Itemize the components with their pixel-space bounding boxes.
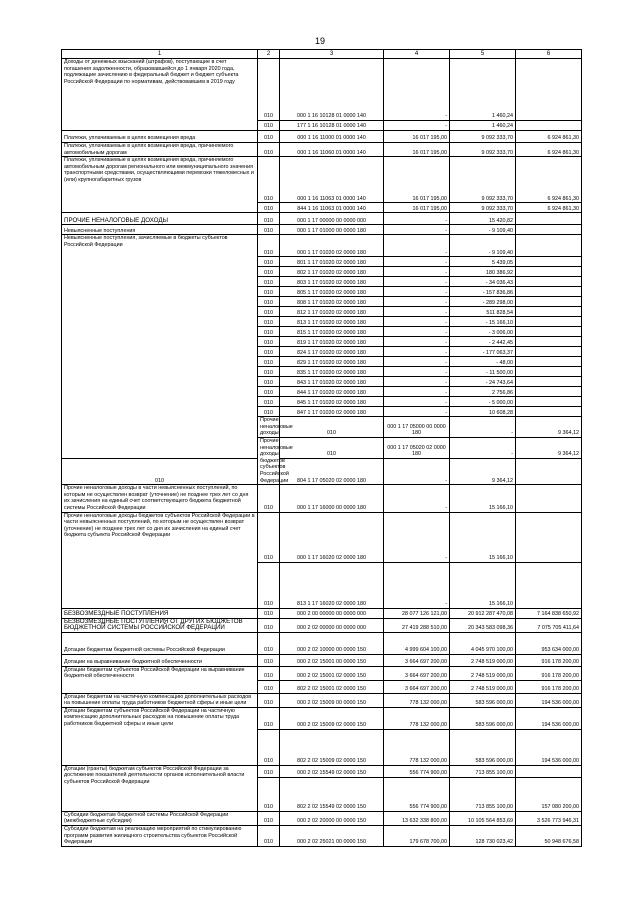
revenue-code: 000 2 02 00000 00 0000 000 [280, 618, 384, 632]
revenue-code: 844 1 17 01020 02 0000 180 [280, 387, 384, 397]
executed-amount: - 157 836,86 [450, 287, 516, 297]
revenue-code: 000 1 16 11000 01 0000 140 [280, 131, 384, 143]
executed-amount: - 177 063,37 [450, 347, 516, 357]
revenue-code: 000 2 02 10000 00 0000 150 [280, 632, 384, 654]
executed-amount: 2 748 519 000,00 [450, 666, 516, 680]
table-row [62, 608, 582, 618]
line-code: 010 [258, 407, 280, 417]
unexecuted-amount [516, 235, 582, 257]
approved-amount: - [384, 235, 450, 257]
unexecuted-amount: 7 164 838 650,92 [516, 608, 582, 618]
line-code: 010 [258, 512, 280, 562]
unexecuted-amount [516, 267, 582, 277]
approved-amount: - [384, 512, 450, 562]
revenue-code: 835 1 17 01020 02 0000 180 [280, 367, 384, 377]
executed-amount: 15 166,10 [450, 512, 516, 562]
revenue-code: 000 2 02 25021 00 0000 150 [280, 826, 384, 847]
row-label: Прочие неналоговые доходы бюджетов субъектов Российской Федерации [258, 437, 280, 484]
unexecuted-amount [516, 277, 582, 287]
revenue-code: 812 1 17 01020 02 0000 180 [280, 307, 384, 317]
unexecuted-amount [516, 225, 582, 235]
line-code: 010 [258, 213, 280, 225]
unexecuted-amount: 194 536 000,00 [516, 707, 582, 729]
executed-amount: 15 166,10 [450, 485, 516, 512]
executed-amount: 9 364,12 [450, 458, 516, 484]
line-code: 010 [258, 654, 280, 666]
column-header: 1 [62, 50, 258, 59]
revenue-code: 802 1 17 01020 02 0000 180 [280, 267, 384, 277]
executed-amount: 9 092 333,70 [450, 203, 516, 213]
unexecuted-amount [516, 458, 582, 484]
revenue-code: 802 2 02 15549 02 0000 150 [280, 777, 384, 811]
unexecuted-amount [516, 387, 582, 397]
table-row [62, 59, 582, 121]
executed-amount: 9 092 333,70 [450, 157, 516, 203]
executed-amount: - 2 442,45 [450, 337, 516, 347]
unexecuted-amount: 7 075 705 411,64 [516, 618, 582, 632]
executed-amount: 1 460,24 [450, 121, 516, 131]
executed-amount: 9 092 333,70 [450, 131, 516, 143]
approved-amount: - [384, 397, 450, 407]
unexecuted-amount [516, 407, 582, 417]
table-row [62, 654, 582, 666]
executed-amount: 583 596 000,00 [450, 693, 516, 707]
line-code: 010 [258, 777, 280, 811]
line-code: 010 [258, 367, 280, 377]
revenue-code: 177 1 16 10128 01 0000 140 [280, 121, 384, 131]
revenue-code: 844 1 16 11063 01 0000 140 [280, 203, 384, 213]
revenue-code: 805 1 17 01020 02 0000 180 [280, 287, 384, 297]
unexecuted-amount [516, 287, 582, 297]
executed-amount: 9 092 333,70 [450, 143, 516, 157]
approved-amount: - [384, 337, 450, 347]
unexecuted-amount [516, 337, 582, 347]
revenue-code: 000 2 00 00000 00 0000 000 [280, 608, 384, 618]
approved-amount: - [384, 267, 450, 277]
row-label: БЕЗВОЗМЕЗДНЫЕ ПОСТУПЛЕНИЯ ОТ ДРУГИХ БЮДЖЕТОВ БЮДЖЕТНОЙ СИСТЕМЫ РОССИЙСКОЙ ФЕДЕРАЦИИ [62, 618, 258, 632]
approved-amount: - [384, 317, 450, 327]
approved-amount: - [384, 458, 450, 484]
executed-amount: 10 105 564 853,69 [450, 811, 516, 825]
executed-amount: 2 748 519 000,00 [450, 680, 516, 693]
unexecuted-amount [516, 307, 582, 317]
unexecuted-amount: 916 178 200,00 [516, 654, 582, 666]
revenue-code: 802 2 02 15009 02 0000 150 [280, 729, 384, 765]
unexecuted-amount: 916 178 200,00 [516, 680, 582, 693]
approved-amount: - [384, 407, 450, 417]
approved-amount: 3 664 697 200,00 [384, 680, 450, 693]
line-code: 010 [258, 143, 280, 157]
row-label: Дотации бюджетам субъектов Российской Федерации на частичную компенсацию дополнительных расходов на повышение оплаты труда работников бюджетной сферы и иные цели [62, 707, 258, 765]
executed-amount: - 15 166,10 [450, 317, 516, 327]
unexecuted-amount [516, 357, 582, 367]
line-code: 010 [258, 157, 280, 203]
approved-amount: - [384, 347, 450, 357]
revenue-code: 000 1 17 01020 02 0000 180 [280, 235, 384, 257]
line-code: 010 [258, 618, 280, 632]
executed-amount: 1 460,24 [450, 59, 516, 121]
executed-amount: 583 596 000,00 [450, 707, 516, 729]
executed-amount: 15 420,82 [450, 213, 516, 225]
approved-amount: - [384, 387, 450, 397]
revenue-code: 000 2 02 15009 02 0000 150 [280, 707, 384, 729]
line-code: 010 [258, 307, 280, 317]
revenue-code: 000 2 02 15549 02 0000 150 [280, 765, 384, 777]
line-code: 010 [258, 632, 280, 654]
table-row [62, 693, 582, 707]
row-label: Субсидии бюджетам на реализацию мероприятий по стимулированию программ развития жилищного строительства субъектов Российской Федерации [62, 826, 258, 847]
executed-amount: 511 828,54 [450, 307, 516, 317]
row-label: Платежи, уплачиваемые в целях возмещения вреда, причиняемого автомобильным дорогам [62, 143, 258, 157]
executed-amount: - 11 500,00 [450, 367, 516, 377]
approved-amount: 16 017 195,00 [384, 131, 450, 143]
row-label: Дотации на выравнивание бюджетной обеспеченности [62, 654, 258, 666]
approved-amount: 556 774 900,00 [384, 777, 450, 811]
unexecuted-amount [516, 765, 582, 777]
approved-amount: - [384, 297, 450, 307]
approved-amount: - [384, 277, 450, 287]
revenue-code: 819 1 17 01020 02 0000 180 [280, 337, 384, 347]
revenue-code: 000 1 17 05020 02 0000 180 [384, 437, 450, 458]
revenue-code: 000 1 17 05000 00 0000 180 [384, 417, 450, 438]
revenue-code: 829 1 17 01020 02 0000 180 [280, 357, 384, 367]
executed-amount: - 289 298,00 [450, 297, 516, 307]
executed-amount: - 9 109,40 [450, 235, 516, 257]
approved-amount: - [384, 287, 450, 297]
approved-amount: - [384, 377, 450, 387]
unexecuted-amount [516, 485, 582, 512]
line-code: 010 [258, 387, 280, 397]
line-code: 010 [258, 693, 280, 707]
line-code: 010 [258, 608, 280, 618]
executed-amount: 2 756,86 [450, 387, 516, 397]
executed-amount: 2 748 519 000,00 [450, 654, 516, 666]
line-code: 010 [62, 458, 258, 484]
unexecuted-amount [516, 377, 582, 387]
approved-amount: 3 664 697 200,00 [384, 666, 450, 680]
approved-amount: - [450, 417, 516, 438]
revenue-code: 847 1 17 01020 02 0000 180 [280, 407, 384, 417]
unexecuted-amount: 3 526 773 946,31 [516, 811, 582, 825]
approved-amount: 4 999 604 100,00 [384, 632, 450, 654]
executed-amount: 10 608,28 [450, 407, 516, 417]
executed-amount: 128 730 023,42 [450, 826, 516, 847]
revenue-code: 843 1 17 01020 02 0000 180 [280, 377, 384, 387]
table-row [62, 811, 582, 825]
line-code: 010 [258, 267, 280, 277]
line-code: 010 [258, 59, 280, 121]
row-label: Доходы от денежных взысканий (штрафов), поступающие в счет погашения задолженности, образовавшейся до 1 января 2020 года, подлежащие зачислению в федеральный бюджет и бюджет субъекта Российской Федерации по нормативам, действовавшим в 2019 году [62, 59, 258, 131]
approved-amount: - [384, 59, 450, 121]
executed-amount: 20 343 583 098,36 [450, 618, 516, 632]
revenue-code: 815 1 17 01020 02 0000 180 [280, 327, 384, 337]
row-label: Платежи, уплачиваемые в целях возмещения вреда [62, 131, 258, 143]
table-row [62, 235, 582, 257]
executed-amount: - 5 000,00 [450, 397, 516, 407]
unexecuted-amount: 6 924 861,30 [516, 131, 582, 143]
executed-amount: - 48,00 [450, 357, 516, 367]
executed-amount: 583 596 000,00 [450, 729, 516, 765]
approved-amount: - [450, 437, 516, 458]
executed-amount: 9 364,12 [516, 437, 582, 458]
row-label: Прочие неналоговые доходы [258, 417, 280, 438]
approved-amount: 556 774 900,00 [384, 765, 450, 777]
executed-amount: 9 364,12 [516, 417, 582, 438]
line-code: 010 [258, 347, 280, 357]
row-label: Платежи, уплачиваемые в целях возмещения вреда, причиняемого автомобильным дорогам регионального или межмуниципального значения транспортными средствами, осуществляющими перевозки тяжеловесных и (или) крупногабаритных грузов [62, 157, 258, 213]
approved-amount: - [384, 367, 450, 377]
row-label: Невыясненные поступления, зачисляемые в бюджеты субъектов Российской Федерации [62, 235, 258, 459]
approved-amount: - [384, 357, 450, 367]
revenue-code: 000 1 17 16020 02 0000 180 [280, 512, 384, 562]
line-code: 010 [258, 707, 280, 729]
table-row [62, 826, 582, 847]
table-body [62, 50, 582, 847]
revenue-code: 000 2 02 15001 02 0000 150 [280, 666, 384, 680]
line-code: 010 [258, 317, 280, 327]
table-header-row [62, 50, 582, 59]
unexecuted-amount [516, 512, 582, 562]
line-code: 010 [258, 562, 280, 608]
unexecuted-amount: 6 924 861,30 [516, 157, 582, 203]
row-label: Прочие неналоговые доходы в части невыясненных поступлений, по которым не осуществлен возврат (уточнение) не позднее трех лет со дня их зачисления на единый счет соответствующего бюджета бюджетной системы Российской Федерации [62, 485, 258, 512]
table-row [62, 213, 582, 225]
executed-amount: - 24 743,64 [450, 377, 516, 387]
line-code: 010 [258, 287, 280, 297]
page-number: 19 [314, 36, 325, 46]
revenue-code: 000 2 02 15009 00 0000 150 [280, 693, 384, 707]
approved-amount: 16 017 195,00 [384, 157, 450, 203]
executed-amount: 4 045 970 100,00 [450, 632, 516, 654]
table-row [62, 157, 582, 203]
approved-amount: 16 017 195,00 [384, 143, 450, 157]
approved-amount: - [384, 225, 450, 235]
revenue-code: 845 1 17 01020 02 0000 180 [280, 397, 384, 407]
line-code: 010 [258, 765, 280, 777]
unexecuted-amount: 194 536 000,00 [516, 729, 582, 765]
table-row [62, 618, 582, 632]
table-row [62, 632, 582, 654]
revenue-code: 804 1 17 05020 02 0000 180 [280, 458, 384, 484]
executed-amount: 15 166,10 [450, 562, 516, 608]
row-label: ПРОЧИЕ НЕНАЛОГОВЫЕ ДОХОДЫ [62, 213, 258, 225]
unexecuted-amount: 916 178 200,00 [516, 666, 582, 680]
line-code: 010 [258, 131, 280, 143]
unexecuted-amount [516, 59, 582, 121]
line-code: 010 [258, 327, 280, 337]
table-row [62, 143, 582, 157]
unexecuted-amount: 157 080 200,00 [516, 777, 582, 811]
executed-amount: - 34 036,43 [450, 277, 516, 287]
line-code: 010 [258, 357, 280, 367]
line-code: 010 [258, 257, 280, 267]
row-label: Субсидии бюджетам бюджетной системы Российской Федерации (межбюджетные субсидии) [62, 811, 258, 825]
unexecuted-amount [516, 213, 582, 225]
row-label: Дотации бюджетам на частичную компенсацию дополнительных расходов на повышение оплаты труда работников бюджетной сферы и иные цели [62, 693, 258, 707]
approved-amount: 778 132 000,00 [384, 729, 450, 765]
revenue-code: 808 1 17 01020 02 0000 180 [280, 297, 384, 307]
executed-amount: 5 439,05 [450, 257, 516, 267]
column-header: 3 [280, 50, 384, 59]
revenue-code: 000 2 02 15001 00 0000 150 [280, 654, 384, 666]
unexecuted-amount: 6 924 861,30 [516, 203, 582, 213]
unexecuted-amount: 194 536 000,00 [516, 693, 582, 707]
revenue-code: 000 1 16 10128 01 0000 140 [280, 59, 384, 121]
executed-amount: 20 912 287 470,08 [450, 608, 516, 618]
revenue-code: 000 1 16 11060 01 0000 140 [280, 143, 384, 157]
approved-amount: - [384, 121, 450, 131]
line-code: 010 [258, 235, 280, 257]
unexecuted-amount [516, 562, 582, 608]
unexecuted-amount: 953 634 000,00 [516, 632, 582, 654]
unexecuted-amount [516, 297, 582, 307]
column-header: 4 [384, 50, 450, 59]
line-code: 010 [258, 203, 280, 213]
column-header: 6 [516, 50, 582, 59]
revenue-code: 824 1 17 01020 02 0000 180 [280, 347, 384, 357]
revenue-code: 813 1 17 16020 02 0000 180 [280, 562, 384, 608]
line-code: 010 [258, 826, 280, 847]
line-code: 010 [258, 680, 280, 693]
row-label: Дотации бюджетам субъектов Российской Федерации на выравнивание бюджетной обеспеченности [62, 666, 258, 693]
line-code: 010 [258, 811, 280, 825]
line-code: 010 [258, 297, 280, 307]
unexecuted-amount [516, 347, 582, 357]
approved-amount: 778 132 000,00 [384, 707, 450, 729]
approved-amount: - [384, 562, 450, 608]
approved-amount: 16 017 195,00 [384, 203, 450, 213]
unexecuted-amount [516, 397, 582, 407]
unexecuted-amount [516, 367, 582, 377]
row-label: Дотации бюджетам бюджетной системы Российской Федерации [62, 632, 258, 654]
approved-amount: - [384, 327, 450, 337]
executed-amount: 180 386,92 [450, 267, 516, 277]
row-label: Дотации (гранты) бюджетам субъектов Российской Федерации за достижение показателей деятельности органов исполнительной власти субъектов Российской Федерации [62, 765, 258, 811]
line-code: 010 [258, 666, 280, 680]
line-code: 010 [258, 225, 280, 235]
line-code: 010 [258, 485, 280, 512]
table-row [62, 765, 582, 777]
unexecuted-amount [516, 327, 582, 337]
executed-amount: 713 855 100,00 [450, 765, 516, 777]
executed-amount: - 9 109,40 [450, 225, 516, 235]
unexecuted-amount: 50 948 676,58 [516, 826, 582, 847]
revenue-code: 000 1 16 11063 01 0000 140 [280, 157, 384, 203]
revenue-code: 813 1 17 01020 02 0000 180 [280, 317, 384, 327]
approved-amount: 179 678 700,00 [384, 826, 450, 847]
row-label: Невыясненные поступления [62, 225, 258, 235]
revenue-code: 000 2 02 20000 00 0000 150 [280, 811, 384, 825]
approved-amount: 28 077 126 121,00 [384, 608, 450, 618]
approved-amount: - [384, 307, 450, 317]
table-row [62, 225, 582, 235]
approved-amount: 13 632 338 800,00 [384, 811, 450, 825]
revenue-code: 000 1 17 16000 00 0000 180 [280, 485, 384, 512]
revenue-code: 000 1 17 01000 00 0000 180 [280, 225, 384, 235]
approved-amount: 3 664 697 200,00 [384, 654, 450, 666]
table-row [62, 512, 582, 562]
column-header: 5 [450, 50, 516, 59]
line-code: 010 [280, 437, 384, 458]
revenue-code: 801 1 17 01020 02 0000 180 [280, 257, 384, 267]
executed-amount: - 3 006,00 [450, 327, 516, 337]
revenue-table [61, 49, 582, 847]
unexecuted-amount: 6 924 861,30 [516, 143, 582, 157]
unexecuted-amount [516, 121, 582, 131]
table-row [62, 131, 582, 143]
unexecuted-amount [516, 257, 582, 267]
approved-amount: 778 132 000,00 [384, 693, 450, 707]
revenue-code: 000 1 17 00000 00 0000 000 [280, 213, 384, 225]
line-code: 010 [258, 277, 280, 287]
revenue-code: 803 1 17 01020 02 0000 180 [280, 277, 384, 287]
table-row [62, 666, 582, 680]
approved-amount: - [384, 213, 450, 225]
approved-amount: 27 419 288 510,00 [384, 618, 450, 632]
column-header: 2 [258, 50, 280, 59]
unexecuted-amount [516, 317, 582, 327]
row-label: БЕЗВОЗМЕЗДНЫЕ ПОСТУПЛЕНИЯ [62, 608, 258, 618]
line-code: 010 [258, 337, 280, 347]
line-code: 010 [258, 397, 280, 407]
line-code: 010 [280, 417, 384, 438]
line-code: 010 [258, 121, 280, 131]
approved-amount: - [384, 485, 450, 512]
table-row [62, 485, 582, 512]
line-code: 010 [258, 729, 280, 765]
table-row [62, 707, 582, 729]
executed-amount: 713 855 100,00 [450, 777, 516, 811]
revenue-code: 802 2 02 15001 02 0000 150 [280, 680, 384, 693]
table-row [62, 458, 582, 484]
approved-amount: - [384, 257, 450, 267]
row-label: Прочие неналоговые доходы бюджетов субъектов Российской Федерации в части невыясненных поступлений, по которым не осуществлен возврат (уточнение) не позднее трех лет со дня их зачисления на единый счет бюджета субъекта Российской Федерации [62, 512, 258, 608]
line-code: 010 [258, 377, 280, 387]
